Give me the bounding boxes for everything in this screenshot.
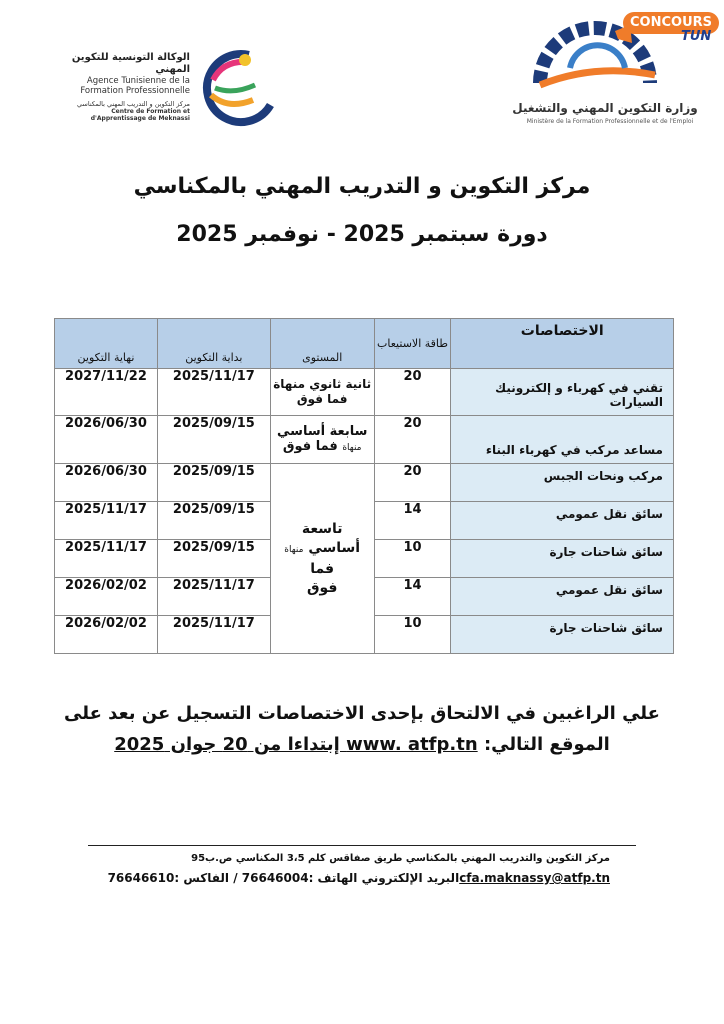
capacity: 14 — [374, 502, 451, 540]
level-merged: تاسعة أساسي منهاة فما فوق — [270, 464, 374, 654]
ministry-logo — [505, 8, 720, 133]
start-date: 2025/11/17 — [157, 369, 270, 416]
agency-name-ar: الوكالة التونسية للتكوين المهني — [71, 52, 190, 75]
specialty: سائق نقل عمومي — [451, 578, 674, 616]
capacity: 20 — [374, 416, 451, 464]
table-header-row — [55, 319, 674, 369]
end-date: 2027/11/22 — [55, 369, 158, 416]
header-level: المستوى — [270, 319, 374, 369]
end-date: 2026/06/30 — [55, 464, 158, 502]
agency-name-fr: Agence Tunisienne de la Formation Professionnelle — [80, 76, 190, 96]
table-row — [55, 369, 674, 416]
level: ثانية ثانوي منهاة فما فوق — [270, 369, 374, 416]
capacity: 14 — [374, 578, 451, 616]
page-title: مركز التكوين و التدريب المهني بالمكناسي — [133, 174, 591, 199]
specialty: سائق شاحنات جارة — [451, 540, 674, 578]
header-start-date: بداية التكوين — [157, 319, 270, 369]
end-date: 2026/06/30 — [55, 416, 158, 464]
end-date: 2026/02/02 — [55, 578, 158, 616]
footer-divider — [88, 845, 636, 846]
registration-notice-line2: الموقع التالي: www. atfp.tn إبتداءا من 20 جوان 2025 — [114, 734, 610, 755]
table-row — [55, 416, 674, 464]
specialty: سائق شاحنات جارة — [451, 616, 674, 654]
table-row — [55, 464, 674, 502]
registration-notice: علي الراغبين في الالتحاق بإحدى الاختصاصات التسجيل عن بعد على — [64, 703, 660, 724]
capacity: 20 — [374, 369, 451, 416]
ministry-name-fr: Ministère de la Formation Professionnelle et de l'Emploi — [526, 118, 694, 125]
footer-address: مركز التكوين والتدريب المهني بالمكناسي طريق صفاقس كلم 3،5 المكناسي ص.ب95 — [191, 853, 610, 864]
center-name-fr: Centre de Formation et d'Apprentissage de Meknassi — [90, 108, 190, 122]
capacity: 10 — [374, 540, 451, 578]
header-end-date: نهاية التكوين — [55, 319, 158, 369]
email-link[interactable]: cfa.maknassy@atfp.tn — [459, 871, 610, 885]
concours-badge: CONCOURS TUN — [623, 12, 719, 50]
end-date: 2025/11/17 — [55, 502, 158, 540]
footer-contact: cfa.maknassy@atfp.tnالبريد الإلكتروني الهاتف :76646004 / الفاكس :76646610 — [107, 871, 610, 885]
start-date: 2025/09/15 — [157, 502, 270, 540]
specialty: مساعد مركب في كهرباء البناء — [451, 416, 674, 464]
specialty: تقني في كهرباء و إلكترونيك السيارات — [451, 369, 674, 416]
start-date: 2025/11/17 — [157, 578, 270, 616]
start-date: 2025/11/17 — [157, 616, 270, 654]
specialty: سائق نقل عمومي — [451, 502, 674, 540]
start-date: 2025/09/15 — [157, 540, 270, 578]
website-link[interactable]: www. atfp.tn إبتداءا من 20 جوان 2025 — [114, 734, 478, 755]
header-specialty: الاختصاصات — [451, 319, 674, 369]
specialty: مركب ونحات الجبس — [451, 464, 674, 502]
end-date: 2025/11/17 — [55, 540, 158, 578]
start-date: 2025/09/15 — [157, 416, 270, 464]
level: سابعة أساسي منهاة فما فوق — [270, 416, 374, 464]
ministry-name-ar: وزارة التكوين المهني والتشغيل — [512, 101, 698, 115]
capacity: 10 — [374, 616, 451, 654]
training-table — [54, 318, 674, 654]
atfp-logo — [55, 40, 280, 135]
start-date: 2025/09/15 — [157, 464, 270, 502]
session-title: دورة سبتمبر 2025 - نوفمبر 2025 — [176, 222, 548, 247]
atfp-swirl-icon — [193, 40, 283, 130]
capacity: 20 — [374, 464, 451, 502]
center-name-ar: مركز التكوين و التدريب المهني بالمكناسي — [76, 100, 190, 108]
header-capacity: طاقة الاستيعاب — [374, 319, 451, 369]
end-date: 2026/02/02 — [55, 616, 158, 654]
